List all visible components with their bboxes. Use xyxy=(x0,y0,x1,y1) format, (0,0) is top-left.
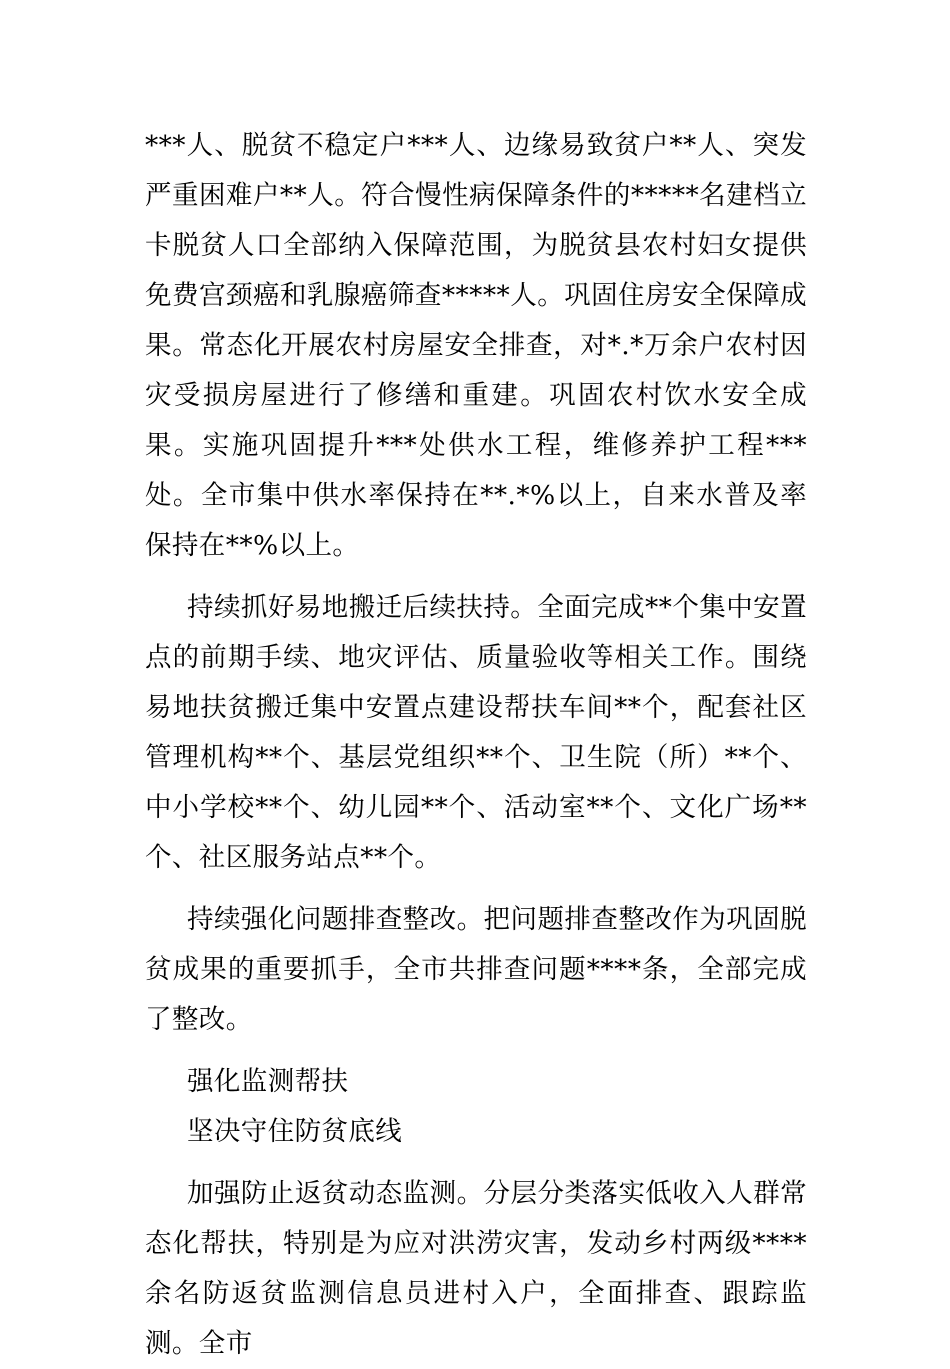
section-heading: 强化监测帮扶 xyxy=(187,1066,349,1097)
document-page xyxy=(145,121,807,1369)
section-subheading: 坚决守住防贫底线 xyxy=(187,1116,403,1147)
paragraph-continuation: ***人、脱贫不稳定户***人、边缘易致贫户**人、突发严重困难户**人。符合慢性病保障条件的*****名建档立卡脱贫人口全部纳入保障范围，为脱贫县农村妇女提供免费宫颈癌和乳腺癌筛查*****人。巩固住房安全保障成果。常态化开展农村房屋安全排查，对*.*万余户农村因灾受损房屋进行了修缮和重建。巩固农村饮水安全成果。实施巩固提升***处供水工程，维修养护工程***处。全市集中供水率保持在**.*%以上，自来水普及率保持在**%以上。 xyxy=(145,130,807,561)
paragraph-monitoring: 加强防止返贫动态监测。分层分类落实低收入人群常态化帮扶，特别是为应对洪涝灾害，发动乡村两级****余名防返贫监测信息员进村入户，全面排查、跟踪监测。全市 xyxy=(145,1178,807,1359)
paragraph-rectification: 持续强化问题排查整改。把问题排查整改作为巩固脱贫成果的重要抓手，全市共排查问题****条，全部完成了整改。 xyxy=(145,904,807,1035)
paragraph-relocation: 持续抓好易地搬迁后续扶持。全面完成**个集中安置点的前期手续、地灾评估、质量验收等相关工作。围绕易地扶贫搬迁集中安置点建设帮扶车间**个，配套社区管理机构**个、基层党组织**个、卫生院（所）**个、中小学校**个、幼儿园**个、活动室**个、文化广场**个、社区服务站点**个。 xyxy=(145,592,807,873)
